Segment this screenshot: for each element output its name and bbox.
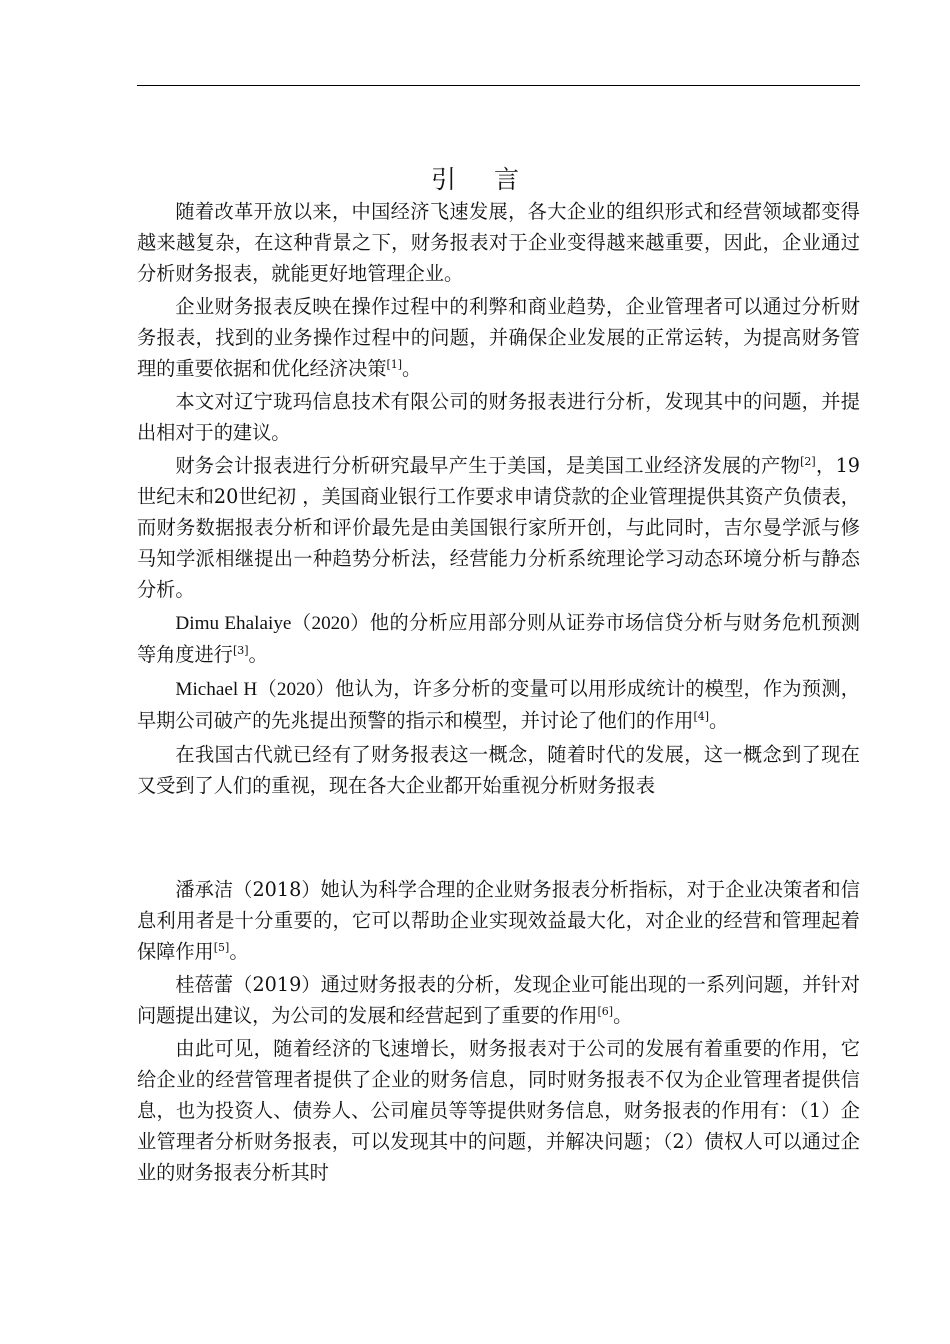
body-text-bottom [137,874,860,1190]
paragraph-text: Dimu Ehalaiye（2020）他的分析应用部分则从证券市场信贷分析与财务危机预测等角度进行 [137,613,860,666]
paragraph-7 [137,739,860,801]
paragraph-text: 随着改革开放以来，中国经济飞速发展，各大企业的组织形式和经营领域都变得越来越复杂，在这种背景之下，财务报表对于企业变得越来越重要，因此，企业通过分析财务报表，就能更好地管理企业。 [137,200,860,285]
header-rule [137,85,860,86]
citation-marker: [3] [232,644,249,657]
paragraph-3 [137,386,860,448]
paragraph-tail: 。 [613,1004,633,1027]
paragraph-text: 本文对辽宁珑玛信息技术有限公司的财务报表进行分析，发现其中的问题，并提出相对于的建议。 [137,390,860,444]
paragraph-10 [137,1033,860,1188]
paragraph-6 [137,673,860,737]
paragraph-4 [137,450,860,605]
paragraph-1 [137,196,860,289]
paragraph-text: Michael H（2020）他认为，许多分析的变量可以用形成统计的模型，作为预测，早期公司破产的先兆提出预警的指示和模型，并讨论了他们的作用 [137,679,860,732]
body-text-top [137,196,860,803]
paragraph-tail: 。 [229,940,249,963]
paragraph-tail: 。 [402,357,422,380]
paragraph-text: 桂蓓蕾（2019）通过财务报表的分析，发现企业可能出现的一系列问题，并针对问题提出建议，为公司的发展和经营起到了重要的作用 [137,973,860,1027]
paragraph-tail: 。 [248,643,268,666]
paragraph-8 [137,874,860,967]
paragraph-text: 在我国古代就已经有了财务报表这一概念，随着时代的发展，这一概念到了现在又受到了人们的重视，现在各大企业都开始重视分析财务报表 [137,743,860,797]
section-title: 引言 [430,165,557,194]
paragraph-text: 潘承洁（2018）她认为科学合理的企业财务报表分析指标，对于企业决策者和信息利用者是十分重要的，它可以帮助企业实现效益最大化，对企业的经营和管理起着保障作用 [137,878,860,963]
paragraph-5 [137,607,860,671]
paragraph-text: 企业财务报表反映在操作过程中的利弊和商业趋势，企业管理者可以通过分析财务报表，找到的业务操作过程中的问题，并确保企业发展的正常运转，为提高财务管理的重要依据和优化经济决策 [137,295,860,380]
citation-marker: [4] [693,710,710,723]
citation-marker: [5] [213,941,230,954]
paragraph-9 [137,969,860,1031]
paragraph-2 [137,291,860,384]
citation-marker: [6] [597,1005,614,1018]
paragraph-text: 由此可见，随着经济的飞速增长，财务报表对于公司的发展有着重要的作用，它给企业的经营管理者提供了企业的财务信息，同时财务报表不仅为企业管理者提供信息，也为投资人、债券人、公司雇员等等提供财务信息，财务报表的作用有：（1）企业管理者分析财务报表，可以发现其中的问题，并解决问题；（2）债权人可以通过企业的财务报表分析其时 [137,1037,860,1184]
paragraph-text-continued: ，19世纪末和20世纪初 ，美国商业银行工作要求申请贷款的企业管理提供其资产负债表，而财务数据报表分析和评价最先是由美国银行家所开创，与此同时，吉尔曼学派与修马知学派相继提出一种趋势分析法，经营能力分析系统理论学习动态环境分析与静态分析。 [137,454,860,601]
paragraph-tail: 。 [709,709,729,732]
citation-marker: [2] [800,455,816,468]
citation-marker: [1] [386,358,403,371]
paragraph-text: 财务会计报表进行分析研究最早产生于美国，是美国工业经济发展的产物 [175,454,801,477]
